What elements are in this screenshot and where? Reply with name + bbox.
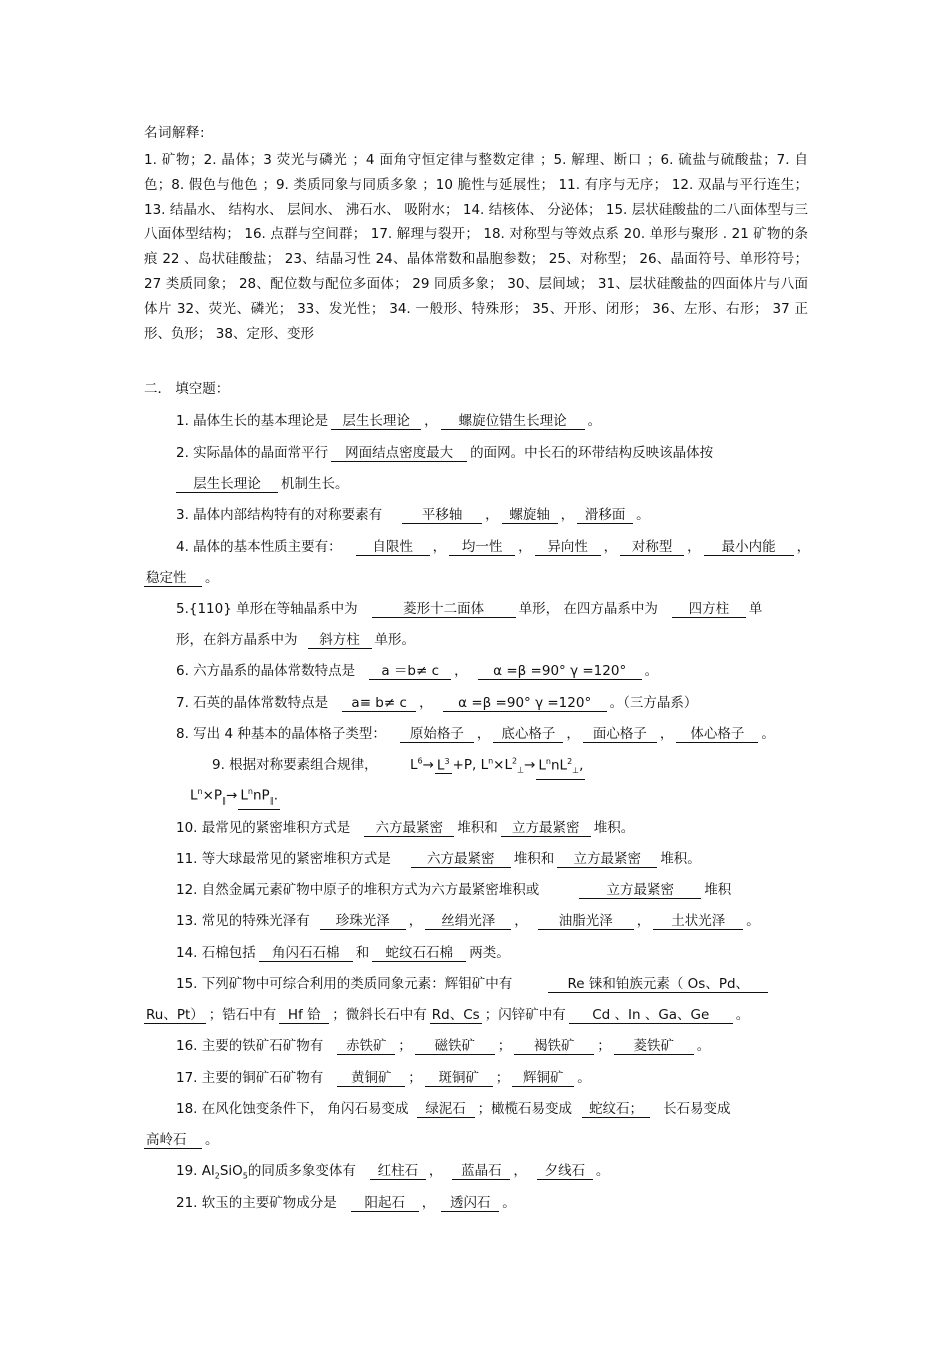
answer-blank: 油脂光泽 <box>538 913 634 930</box>
question-1: 1. 晶体生长的基本理论是 层生长理论 ， 螺旋位错生长理论 。 <box>176 413 602 429</box>
answer-blank: Rd、Cs <box>430 1007 482 1024</box>
answer-blank: 磁铁矿 <box>415 1038 495 1055</box>
answer-blank: 褐铁矿 <box>514 1038 594 1055</box>
section-heading-fill-blank: 二． 填空题： <box>144 381 230 397</box>
question-14: 14. 石棉包括 角闪石石棉 和 蛇纹石石棉 两类。 <box>176 945 510 961</box>
answer-blank: Ru、Pt） <box>146 1007 204 1023</box>
answer-blank: 网面结点密度最大 <box>331 445 467 462</box>
answer-blank: 层生长理论 <box>331 413 421 430</box>
answer-blank: 体心格子 <box>676 726 758 743</box>
question-19: 19. $Al_2SiO_5$的同质多象变体有 红柱石 ， 蓝晶石 ， 夕线石 。 <box>176 1163 610 1181</box>
answer-blank: 立方最紧密 <box>579 882 701 899</box>
answer-blank: 稳定性 <box>144 570 202 587</box>
answer-blank: 层生长理论 <box>176 476 278 493</box>
answer-blank: 蛇纹石； <box>582 1101 650 1118</box>
question-18-cont: 高岭石 。 <box>146 1132 219 1148</box>
answer-blank: 黄铜矿 <box>337 1070 405 1087</box>
answer-blank: 最小内能 <box>704 539 794 556</box>
question-15: 15. 下列矿物中可综合利用的类质同象元素：辉钼矿中有 Re 铼和铂族元素（ Os、Pd、 <box>176 972 771 993</box>
answer-blank: 斑铜矿 <box>425 1070 493 1087</box>
question-11: 11. 等大球最常见的紧密堆积方式是 六方最紧密 堆积和 立方最紧密 堆积。 <box>176 851 701 867</box>
question-5: 5.{110} 单形在等轴晶系中为 菱形十二面体 单形， 在四方晶系中为 四方柱 单 <box>176 601 763 617</box>
answer-blank: 夕线石 <box>537 1163 593 1180</box>
answer-blank: 绿泥石 <box>417 1101 475 1118</box>
question-6: 6. 六方晶系的晶体常数特点是 a ＝b≠ c ， α =β =90° γ =120° 。 <box>176 663 659 679</box>
answer-blank: $L^3$ <box>435 754 452 775</box>
answer-blank: 阳起石 <box>351 1195 419 1212</box>
answer-blank: 菱形十二面体 <box>372 601 516 618</box>
question-9: 9. 根据对称要素组合规律， $L^6\to L^3 +P$, $L^n\times L^2_\perp\to L^nnL^2_\perp$, <box>212 753 586 780</box>
answer-blank: 平移轴 <box>402 507 482 524</box>
answer-blank: 六方最紧密 <box>364 820 454 837</box>
answer-blank: 红柱石 <box>370 1163 426 1180</box>
section-heading-definitions: 名词解释: <box>144 125 206 141</box>
question-4: 4. 晶体的基本性质主要有： 自限性 ， 均一性 ， 异向性 ， 对称型 ， 最小内能 ， <box>176 539 811 555</box>
question-3: 3. 晶体内部结构特有的对称要素有 平移轴 ， 螺旋轴 ， 滑移面 。 <box>176 507 650 523</box>
answer-blank: a≡ b≠ c <box>342 695 416 712</box>
answer-blank: 立方最紧密 <box>501 820 591 837</box>
answer-blank: 异向性 <box>535 539 601 556</box>
answer-blank: 土状光泽 <box>653 913 743 930</box>
answer-blank: 底心格子 <box>493 726 563 743</box>
answer-blank: 自限性 <box>356 539 430 556</box>
answer-blank: a ＝b≠ c <box>369 663 451 680</box>
definitions-paragraph: 1. 矿物；2. 晶体；3 荧光与磷光 ；4 面角守恒定律与整数定律 ；5. 解理、断口 ；6. 硫盐与硫酸盐；7. 自色；8. 假色与他色 ；9. 类质同象与同质多象 ；10 脆性与延展性； 11. 有序与无序； 12. 双晶与平行连生； 13. 结晶水、 结构水、 层间水、 沸石水、 吸附水； 14. 结核体、 分泌体； 15. 层状硅酸盐的二八面体型与三八面体型结构； 16. 点群与空间群； 17. 解理与裂开； 18. 对称型与等效点系 20. 单形与聚形 . 21 矿物的条痕 22 、岛状硅酸盐； 23、结晶习性 24、晶体常数和晶胞参数； 25、对称型； 26、晶面符号、单形符号； 27 类质同象； 28、配位数与配位多面体； 29 同质多象； 30、层间域； 31、层状硅酸盐的四面体片与八面体片 32、荧光、磷光； 33、发光性； 34. 一般形、特殊形； 35、开形、闭形； 36、左形、右形； 37 正形、负形； 38、定形、变形 <box>144 152 808 342</box>
question-9-cont: $L^n\times P_\parallel\to L^nnP_\parallel$. <box>190 784 281 810</box>
answer-blank: 高岭石 <box>144 1132 202 1149</box>
answer-blank: $L^nnP_\parallel$. <box>238 784 280 810</box>
answer-blank: Cd 、In 、Ga、Ge <box>569 1007 733 1024</box>
answer-blank: 滑移面 <box>577 507 633 524</box>
answer-blank: Re 铼和铂族元素（ Os、Pd、 <box>548 976 768 993</box>
question-16: 16. 主要的铁矿石矿物有 赤铁矿 ； 磁铁矿 ； 褐铁矿 ； 菱铁矿 。 <box>176 1038 711 1054</box>
question-18: 18. 在风化蚀变条件下， 角闪石易变成 绿泥石 ；橄榄石易变成 蛇纹石； 长石易变成 <box>176 1101 731 1117</box>
question-2: 2. 实际晶体的晶面常平行 网面结点密度最大 的面网。中长石的环带结构反映该晶体按 <box>176 445 714 461</box>
question-8: 8. 写出 4 种基本的晶体格子类型： 原始格子 ， 底心格子 ， 面心格子 ， 体心格子 。 <box>176 726 775 742</box>
question-17: 17. 主要的铜矿石矿物有 黄铜矿 ； 斑铜矿 ； 辉铜矿 。 <box>176 1070 591 1086</box>
answer-blank: α =β =90° γ =120° <box>478 663 642 680</box>
answer-blank: 原始格子 <box>400 726 474 743</box>
answer-blank: 面心格子 <box>583 726 657 743</box>
answer-blank: 六方最紧密 <box>411 851 511 868</box>
question-7: 7. 石英的晶体常数特点是 a≡ b≠ c ， α =β =90° γ =120° 。（三方晶系） <box>176 695 698 711</box>
answer-blank: 丝绢光泽 <box>425 913 511 930</box>
question-15-cont: Ru、Pt） ；锆石中有 Hf 铪 ；微斜长石中有 Rd、Cs ；闪锌矿中有 Cd 、In 、Ga、Ge 。 <box>146 1007 750 1023</box>
answer-blank: 菱铁矿 <box>614 1038 694 1055</box>
answer-blank: Hf 铪 <box>279 1007 329 1024</box>
answer-blank: 蓝晶石 <box>452 1163 510 1180</box>
answer-blank: 赤铁矿 <box>337 1038 395 1055</box>
answer-blank: 蛇纹石石棉 <box>372 945 466 962</box>
question-13: 13. 常见的特殊光泽有 珍珠光泽 ， 丝绢光泽 ， 油脂光泽 ， 土状光泽 。 <box>176 913 760 929</box>
question-12: 12. 自然金属元素矿物中原子的堆积方式为六方最紧密堆积或 立方最紧密 堆积 <box>176 882 732 898</box>
question-2-cont: 层生长理论 机制生长。 <box>176 472 349 493</box>
answer-blank: 珍珠光泽 <box>320 913 406 930</box>
question-5-cont: 形，在斜方晶系中为 斜方柱 单形。 <box>176 632 415 648</box>
answer-blank: 对称型 <box>620 539 684 556</box>
answer-blank: $L^nnL^2_\perp$, <box>536 754 585 780</box>
answer-blank: 均一性 <box>449 539 515 556</box>
answer-blank: 螺旋位错生长理论 <box>441 413 585 430</box>
question-4-cont: 稳定性 。 <box>146 570 219 586</box>
answer-blank: 螺旋轴 <box>502 507 558 524</box>
answer-blank: 辉铜矿 <box>512 1070 574 1087</box>
answer-blank: 斜方柱 <box>308 632 372 649</box>
answer-blank: 四方柱 <box>672 601 746 618</box>
question-21: 21. 软玉的主要矿物成分是 阳起石 ， 透闪石 。 <box>176 1195 516 1211</box>
answer-blank: 立方最紧密 <box>557 851 657 868</box>
answer-blank: 角闪石石棉 <box>259 945 353 962</box>
answer-blank: α =β =90° γ =120° <box>443 695 607 712</box>
question-10: 10. 最常见的紧密堆积方式是 六方最紧密 堆积和 立方最紧密 堆积。 <box>176 820 635 836</box>
answer-blank: 透闪石 <box>441 1195 499 1212</box>
